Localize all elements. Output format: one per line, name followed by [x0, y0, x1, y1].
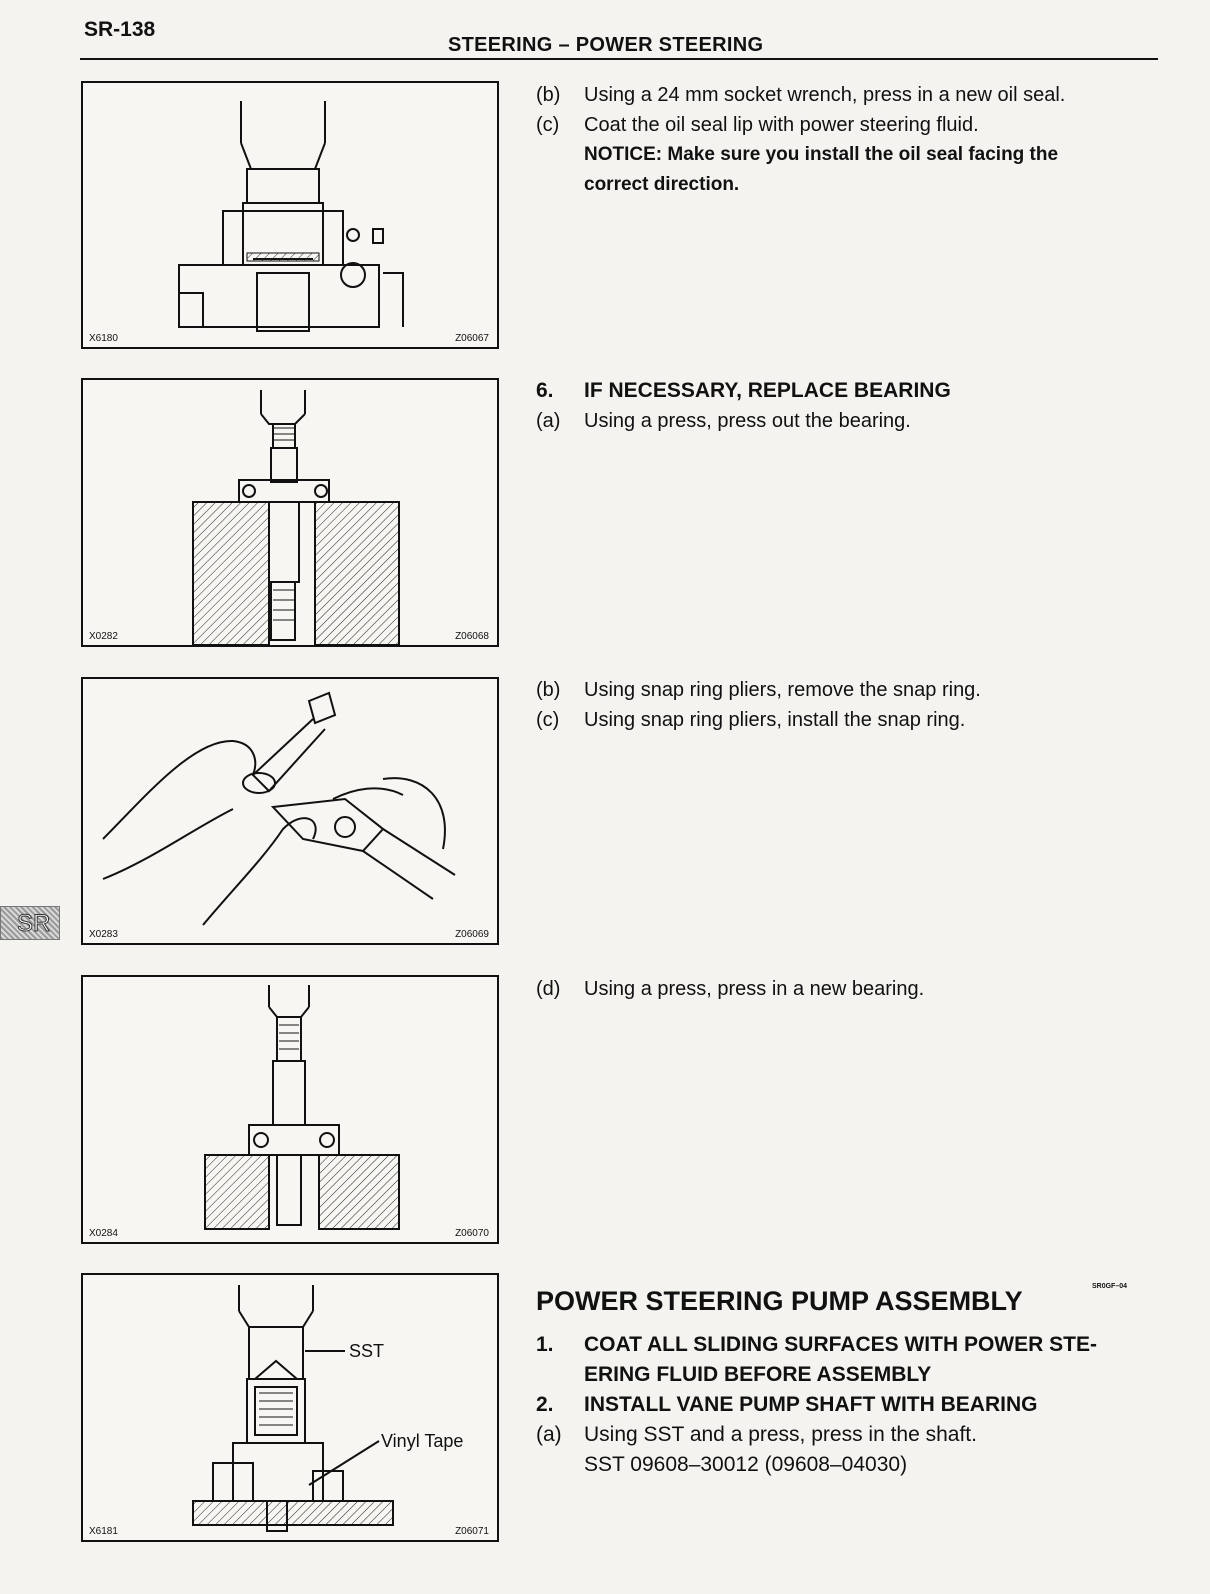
step-text: Using SST and a press, press in the shaft.	[584, 1423, 977, 1446]
step-label: (b)	[536, 679, 561, 701]
snap-ring-instructions	[536, 675, 1166, 735]
figure-oil-seal-press	[81, 81, 499, 349]
step-text: Using a press, press out the bearing.	[584, 410, 911, 432]
step-b	[536, 80, 1166, 110]
step-label: (c)	[536, 709, 560, 731]
figure-snap-ring-pliers	[81, 677, 499, 945]
step-label: (a)	[536, 410, 561, 432]
step-number: 1.	[536, 1333, 554, 1356]
notice-line-1: NOTICE: Make sure you install the oil seal facing the	[584, 144, 1059, 165]
figure-code-right: Z06068	[455, 631, 489, 642]
step-label: (a)	[536, 1423, 562, 1446]
assembly-instructions	[536, 1330, 1166, 1480]
sst-part-numbers: SST 09608–30012 (09608–04030)	[584, 1453, 908, 1476]
step-heading: IF NECESSARY, REPLACE BEARING	[584, 379, 951, 402]
step-c	[536, 705, 1166, 735]
step-label: (c)	[536, 114, 560, 136]
illustration-socket-wrench	[83, 83, 497, 347]
press-in-bearing-instructions	[536, 974, 1166, 1004]
step-a	[536, 1420, 1166, 1450]
figure-code-left: X0284	[89, 1228, 118, 1239]
step-text: Using a 24 mm socket wrench, press in a new oil seal.	[584, 84, 1066, 106]
step-heading: INSTALL VANE PUMP SHAFT WITH BEARING	[584, 1393, 1038, 1416]
step-heading: COAT ALL SLIDING SURFACES WITH POWER STE-	[584, 1333, 1097, 1356]
step-text: Using snap ring pliers, install the snap ring.	[584, 709, 966, 731]
step-label: (d)	[536, 978, 561, 1000]
figure-code-right: Z06067	[455, 333, 489, 344]
figure-code-left: X0283	[89, 929, 118, 940]
figure-sst-install-shaft	[81, 1273, 499, 1542]
figure-code-right: Z06070	[455, 1228, 489, 1239]
figure-code-left: X0282	[89, 631, 118, 642]
running-title: STEERING – POWER STEERING	[448, 34, 764, 56]
illustration-sst-press	[83, 1275, 497, 1540]
step-c	[536, 110, 1166, 140]
step-d	[536, 974, 1166, 1004]
section-code: SR0GF–04	[1092, 1283, 1128, 1290]
header-rule	[80, 58, 1158, 60]
callout-vinyl-tape: Vinyl Tape	[381, 1431, 464, 1451]
figure-code-right: Z06069	[455, 929, 489, 940]
callout-sst: SST	[349, 1341, 385, 1361]
step-a	[536, 406, 1166, 436]
step-number: 2.	[536, 1393, 554, 1416]
figure-code-left: X6180	[89, 333, 118, 344]
illustration-bearing-press-out	[83, 380, 497, 645]
section-tab	[0, 906, 60, 940]
figure-code-left: X6181	[89, 1526, 118, 1537]
figure-code-right: Z06071	[455, 1526, 489, 1537]
step-2	[536, 1390, 1166, 1420]
notice-line-2: correct direction.	[584, 174, 740, 195]
step-text: Using a press, press in a new bearing.	[584, 978, 925, 1000]
section-title: POWER STEERING PUMP ASSEMBLY	[536, 1286, 1023, 1316]
figure-press-out-bearing	[81, 378, 499, 647]
section-tab-label: SR	[17, 910, 51, 937]
step-number: 6.	[536, 379, 554, 402]
step-text: Using snap ring pliers, remove the snap ring.	[584, 679, 981, 701]
step-label: (b)	[536, 84, 561, 106]
page-number: SR-138	[84, 18, 156, 41]
step-text: Coat the oil seal lip with power steering fluid.	[584, 114, 979, 136]
step-6-heading	[536, 376, 1166, 406]
step-1	[536, 1330, 1166, 1360]
replace-bearing-instructions	[536, 376, 1166, 436]
illustration-snap-ring-pliers	[83, 679, 497, 943]
oil-seal-instructions	[536, 80, 1166, 200]
illustration-bearing-press-in	[83, 977, 497, 1242]
step-1-continued: ERING FLUID BEFORE ASSEMBLY	[584, 1363, 932, 1386]
step-b	[536, 675, 1166, 705]
figure-press-in-bearing	[81, 975, 499, 1244]
